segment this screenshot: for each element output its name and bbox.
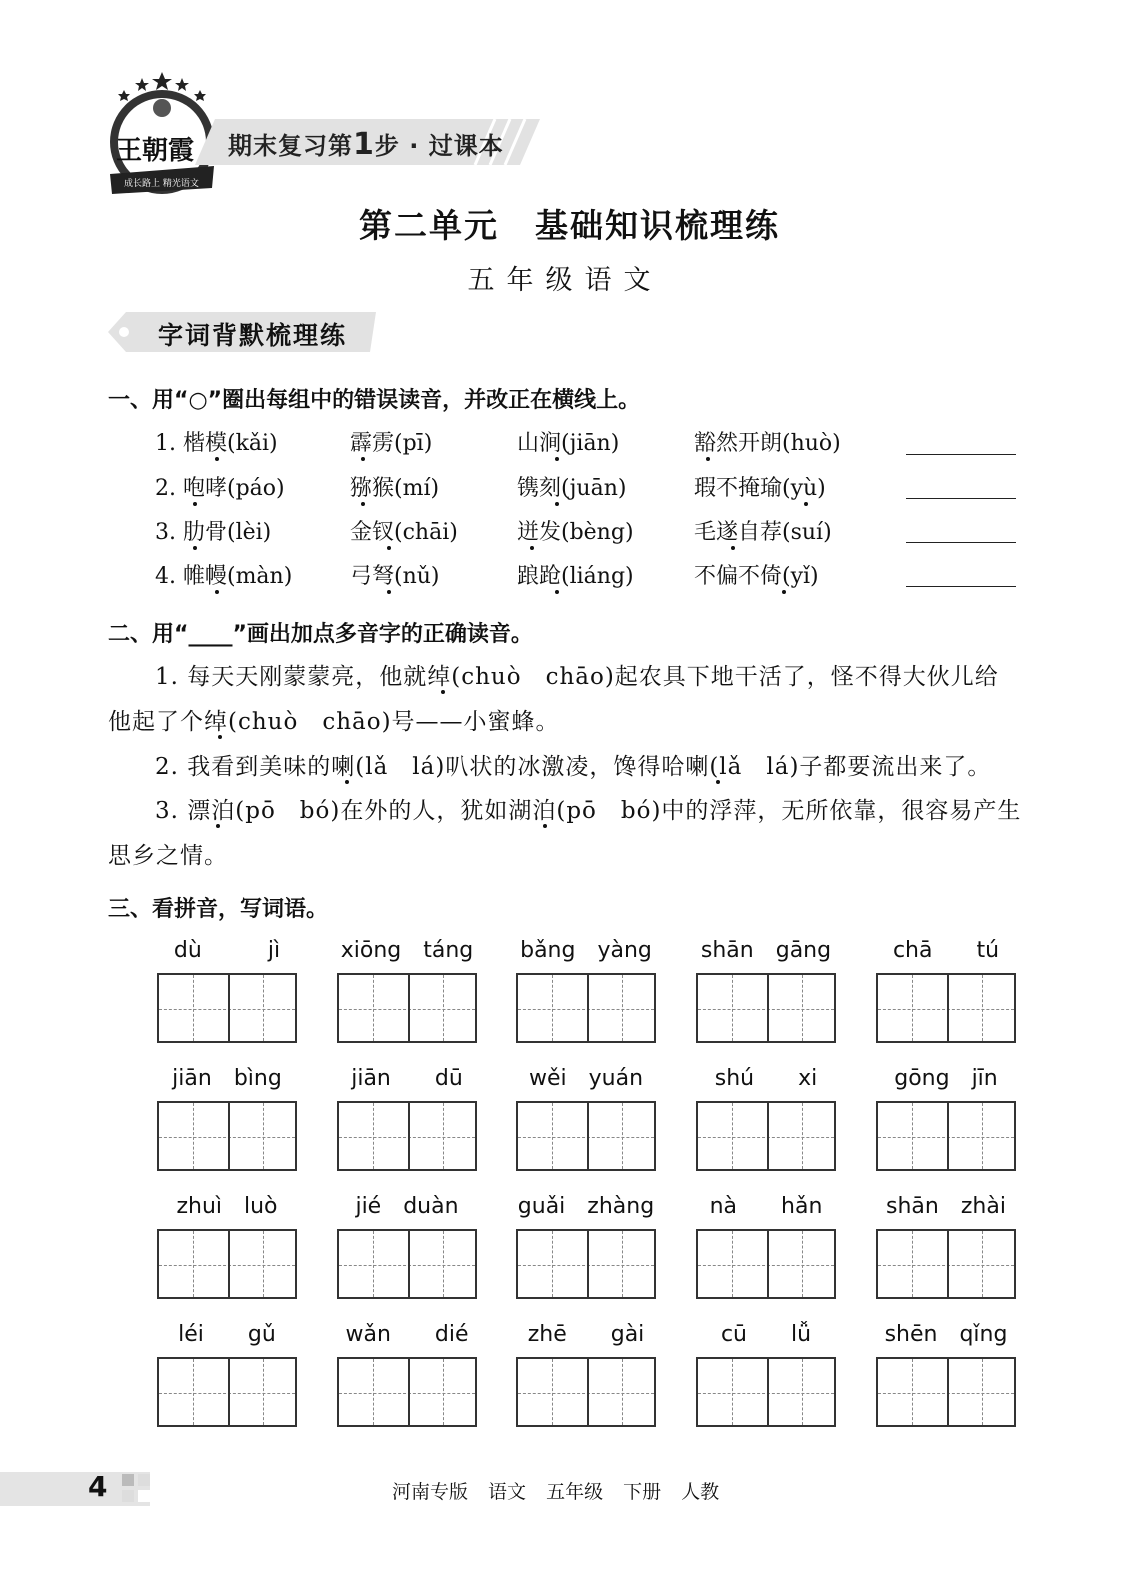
pinyin-label: shēn qǐng [884,1322,1008,1347]
q1-item: 不偏不倚(yǐ) [694,564,819,589]
emphasis-dot [193,502,197,506]
pinyin-label: bǎng yàng [520,938,652,963]
q2-line: 2. 我看到美味的喇(lǎ lá)叭状的冰激凌，馋得哈喇(lǎ lá)子都要流出来了。 [155,754,992,780]
q1-item: 霹雳(pī) [350,431,433,456]
q1-item: 镌刻(juān) [517,476,627,501]
emphasis-dot [361,457,365,461]
pinyin-label: cū lǚ [720,1322,812,1347]
writing-grid[interactable] [696,1101,836,1171]
emphasis-dot [387,546,391,550]
emphasis-dot [345,780,349,784]
writing-grid[interactable] [337,1357,477,1427]
writing-grid[interactable] [876,1101,1016,1171]
q1-item: 豁然开朗(huò) [694,431,841,456]
footer-info: 河南专版 语文 五年级 下册 人教 [392,1481,720,1503]
pinyin-label: wǎn dié [345,1322,469,1347]
pinyin-label: shú xi [714,1066,818,1091]
writing-grid[interactable] [337,1229,477,1299]
q2-line: 思乡之情。 [108,843,228,869]
pinyin-label: nà hǎn [709,1194,823,1219]
page-title: 第二单元 基础知识梳理练 [359,206,780,245]
section-tag: 字词背默梳理练 [158,321,348,350]
writing-grid[interactable] [157,1357,297,1427]
emphasis-dot [555,502,559,506]
emphasis-dot [804,502,808,506]
q1-item: 2. 咆哮(páo) [155,476,285,501]
page-number: 4 [88,1470,108,1503]
pinyin-label: gōng jīn [894,1066,998,1091]
pinyin-label: shān zhài [886,1194,1006,1219]
pinyin-label: chā tú [892,938,1000,963]
page-subtitle: 五年级语文 [467,265,663,296]
emphasis-dot [215,590,219,594]
q1-item: 3. 肋骨(lèi) [155,520,272,545]
emphasis-dot [216,824,220,828]
writing-grid[interactable] [157,1101,297,1171]
writing-grid[interactable] [696,1357,836,1427]
pinyin-label: dù jì [173,938,281,963]
q2-line: 3. 漂泊(pō bó)在外的人，犹如湖泊(pō bó)中的浮萍，无所依靠，很容易产生 [155,798,1022,824]
q1-item: 瑕不掩瑜(yù) [694,476,826,501]
emphasis-dot [441,690,445,694]
q1-item: 弓弩(nǔ) [350,564,440,589]
emphasis-dot [215,457,219,461]
writing-grid[interactable] [696,973,836,1043]
banner-text: 期末复习第1步 · 过课本 [228,127,504,162]
q2-line: 1. 每天天刚蒙蒙亮，他就绰(chuò chāo)起农具下地干活了，怪不得大伙儿给 [155,664,999,690]
logo-slogan: 成长路上 精光语文 [124,179,199,189]
writing-grid[interactable] [157,973,297,1043]
q1-item: 1. 楷模(kǎi) [155,431,278,456]
q1-item: 山涧(jiān) [517,431,620,456]
emphasis-dot [193,546,197,550]
answer-line[interactable] [906,586,1016,587]
q1-heading: 一、用“○”圈出每组中的错误读音，并改正在横线上。 [108,388,641,413]
emphasis-dot [543,824,547,828]
writing-grid[interactable] [516,1357,656,1427]
writing-grid[interactable] [516,1101,656,1171]
q3-heading: 三、看拼音，写词语。 [108,897,329,922]
writing-grid[interactable] [516,1229,656,1299]
emphasis-dot [716,780,720,784]
footer-decoration [122,1474,152,1504]
emphasis-dot [555,590,559,594]
q1-item: 踉跄(liáng) [517,564,634,589]
writing-grid[interactable] [157,1229,297,1299]
q2-line: 他起了个绰(chuò chāo)号——小蜜蜂。 [108,709,560,735]
pinyin-label: léi gǔ [178,1322,276,1347]
emphasis-dot [782,590,786,594]
pinyin-label: zhuì luò [176,1194,278,1219]
answer-line[interactable] [906,454,1016,455]
writing-grid[interactable] [876,1357,1016,1427]
emphasis-dot [218,735,222,739]
pinyin-label: zhē gài [527,1322,645,1347]
emphasis-dot [706,457,710,461]
pinyin-label: jié duàn [355,1194,459,1219]
answer-line[interactable] [906,542,1016,543]
q1-item: 金钗(chāi) [350,520,458,545]
writing-grid[interactable] [876,1229,1016,1299]
writing-grid[interactable] [696,1229,836,1299]
emphasis-dot [387,590,391,594]
q1-item: 毛遂自荐(suí) [694,520,832,545]
pinyin-label: jiān bìng [172,1066,282,1091]
q1-item: 猕猴(mí) [350,476,440,501]
emphasis-dot [731,546,735,550]
q1-item: 4. 帷幔(màn) [155,564,293,589]
writing-grid[interactable] [516,973,656,1043]
emphasis-dot [555,457,559,461]
emphasis-dot [361,502,365,506]
pinyin-label: jiān dū [351,1066,463,1091]
pinyin-label: xiōng táng [340,938,474,963]
pinyin-label: wěi yuán [528,1066,644,1091]
q2-heading: 二、用“____”画出加点多音字的正确读音。 [108,622,533,647]
writing-grid[interactable] [876,973,1016,1043]
logo-text: 王朝霞 [116,136,195,166]
q1-item: 迸发(bèng) [517,520,634,545]
writing-grid[interactable] [337,973,477,1043]
answer-line[interactable] [906,498,1016,499]
emphasis-dot [530,546,534,550]
writing-grid[interactable] [337,1101,477,1171]
pinyin-label: guǎi zhàng [517,1194,655,1219]
pinyin-label: shān gāng [700,938,832,963]
